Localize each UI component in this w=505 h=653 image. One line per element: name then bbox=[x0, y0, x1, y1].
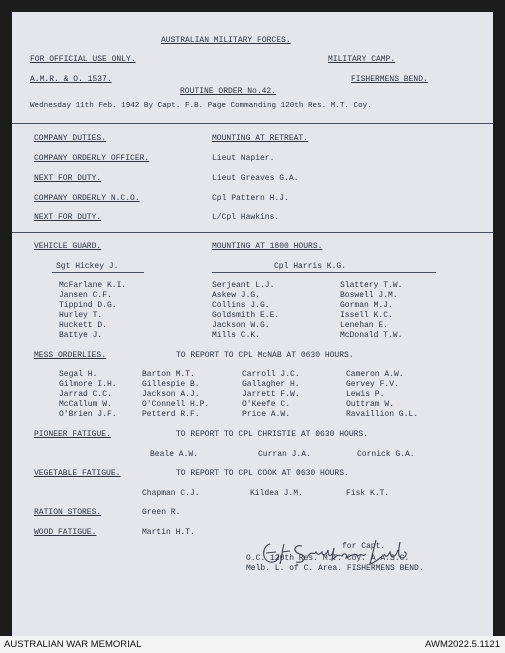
vegetable-name: Chapman C.J. bbox=[142, 489, 200, 498]
guard-name: Jackson W.G. bbox=[212, 321, 270, 330]
guard-name: Issell K.C. bbox=[340, 311, 393, 320]
mess-name: Jarrett F.W. bbox=[242, 390, 300, 399]
mess-name: McCallum W. bbox=[59, 400, 112, 409]
sergeant-underline bbox=[52, 272, 144, 273]
duty-value: L/Cpl Hawkins. bbox=[212, 213, 280, 222]
mess-name: Jarrad C.C. bbox=[59, 390, 112, 399]
duty-value: MOUNTING AT RETREAT. bbox=[212, 134, 309, 143]
duty-value: Lieut Greaves G.A. bbox=[212, 174, 299, 183]
guard-name: Tippind D.G. bbox=[59, 301, 117, 310]
military-camp-label: MILITARY CAMP. bbox=[328, 55, 396, 64]
official-use-label: FOR OFFICIAL USE ONLY. bbox=[30, 55, 136, 64]
signature-capt: for Capt. bbox=[342, 542, 386, 551]
pioneer-name: Beale A.W. bbox=[150, 450, 199, 459]
guard-name: Serjeant L.J. bbox=[212, 281, 275, 290]
guard-sergeant: Sgt Hickey J. bbox=[56, 262, 119, 271]
mess-name: Ravaillion G.L. bbox=[346, 410, 419, 419]
guard-name: Mills C.K. bbox=[212, 331, 261, 340]
location-label: FISHERMENS BEND. bbox=[351, 75, 428, 84]
archive-footer bbox=[0, 636, 505, 653]
guard-name: McDonald T.W. bbox=[340, 331, 403, 340]
duty-label: COMPANY DUTIES. bbox=[34, 134, 107, 143]
guard-name: Huckett D. bbox=[59, 321, 108, 330]
section-divider bbox=[12, 123, 493, 124]
guard-corporal: Cpl Harris K.G. bbox=[274, 262, 347, 271]
guard-name: Boswell J.M. bbox=[340, 291, 398, 300]
mess-name: Barton M.T. bbox=[142, 370, 195, 379]
ration-stores-label: RATION STORES. bbox=[34, 508, 102, 517]
mess-name: Segal H. bbox=[59, 370, 98, 379]
document-page bbox=[12, 12, 493, 636]
mess-instruction: TO REPORT TO CPL McNAB AT 0630 HOURS. bbox=[176, 351, 354, 360]
vehicle-guard-mounting: MOUNTING AT 1800 HOURS. bbox=[212, 242, 323, 251]
mess-name: Gillespie B. bbox=[142, 380, 200, 389]
mess-name: Gilmore I.H. bbox=[59, 380, 117, 389]
mess-name: Carroll J.C. bbox=[242, 370, 300, 379]
mess-orderlies-label: MESS ORDERLIES. bbox=[34, 351, 107, 360]
guard-name: Collins J.G. bbox=[212, 301, 270, 310]
vegetable-instruction: TO REPORT TO CPL COOK AT 0630 HOURS. bbox=[176, 469, 349, 478]
guard-name: Hurley T. bbox=[59, 311, 103, 320]
section-divider bbox=[12, 232, 493, 233]
guard-name: Jansen C.F. bbox=[59, 291, 112, 300]
signature-line-2: Melb. L. of C. Area. FISHERMENS BEND. bbox=[246, 564, 424, 573]
pioneer-instruction: TO REPORT TO CPL CHRISTIE AT 0630 HOURS. bbox=[176, 430, 369, 439]
mess-name: Petterd R.F. bbox=[142, 410, 200, 419]
ration-stores-name: Green R. bbox=[142, 508, 181, 517]
order-date-line: Wednesday 11th Feb. 1942 By Capt. F.B. Page Commanding 120th Res. M.T. Coy. bbox=[30, 102, 372, 110]
vegetable-name: Kildea J.M. bbox=[250, 489, 303, 498]
mess-name: Cameron A.W. bbox=[346, 370, 404, 379]
vegetable-fatigue-label: VEGETABLE FATIGUE. bbox=[34, 469, 121, 478]
guard-name: Gorman M.J. bbox=[340, 301, 393, 310]
footer-source: AUSTRALIAN WAR MEMORIAL bbox=[4, 639, 142, 650]
guard-name: McFarlane K.I. bbox=[59, 281, 127, 290]
routine-order-number: ROUTINE ORDER No.42. bbox=[180, 87, 277, 96]
mess-name: Jackson A.J. bbox=[142, 390, 200, 399]
pioneer-fatigue-label: PIONEER FATIGUE. bbox=[34, 430, 111, 439]
duty-label: COMPANY ORDERLY OFFICER. bbox=[34, 154, 150, 163]
document-title: AUSTRALIAN MILITARY FORCES. bbox=[161, 36, 291, 45]
mess-name: O'Keefe C. bbox=[242, 400, 291, 409]
wood-fatigue-name: Martin H.T. bbox=[142, 528, 195, 537]
pioneer-name: Cornick G.A. bbox=[357, 450, 415, 459]
guard-name: Goldsmith E.E. bbox=[212, 311, 280, 320]
wood-fatigue-label: WOOD FATIGUE. bbox=[34, 528, 97, 537]
pioneer-name: Curran J.A. bbox=[258, 450, 311, 459]
guard-name: Battye J. bbox=[59, 331, 103, 340]
mess-name: Gervey F.V. bbox=[346, 380, 399, 389]
footer-accession-number: AWM2022.5.1121 bbox=[425, 639, 500, 650]
signature-line-1: O.C. 120th Res. M.T. Coy. A.A.S.C. bbox=[246, 554, 410, 563]
vegetable-name: Fisk K.T. bbox=[346, 489, 390, 498]
mess-name: Gallagher H. bbox=[242, 380, 300, 389]
corporal-underline bbox=[212, 272, 436, 273]
vehicle-guard-label: VEHICLE GUARD. bbox=[34, 242, 102, 251]
mess-name: Lewis P. bbox=[346, 390, 385, 399]
guard-name: Lenehan E. bbox=[340, 321, 389, 330]
duty-label: NEXT FOR DUTY. bbox=[34, 174, 102, 183]
duty-label: COMPANY ORDERLY N.C.O. bbox=[34, 194, 140, 203]
mess-name: Outtram W. bbox=[346, 400, 395, 409]
duty-value: Cpl Pattern H.J. bbox=[212, 194, 289, 203]
amr-reference: A.M.R. & O. 1537. bbox=[30, 75, 112, 84]
guard-name: Askew J.G. bbox=[212, 291, 261, 300]
mess-name: O'Connell H.P. bbox=[142, 400, 210, 409]
mess-name: O'Brien J.F. bbox=[59, 410, 117, 419]
duty-value: Lieut Napier. bbox=[212, 154, 275, 163]
guard-name: Slattery T.W. bbox=[340, 281, 403, 290]
duty-label: NEXT FOR DUTY. bbox=[34, 213, 102, 222]
mess-name: Price A.W. bbox=[242, 410, 291, 419]
